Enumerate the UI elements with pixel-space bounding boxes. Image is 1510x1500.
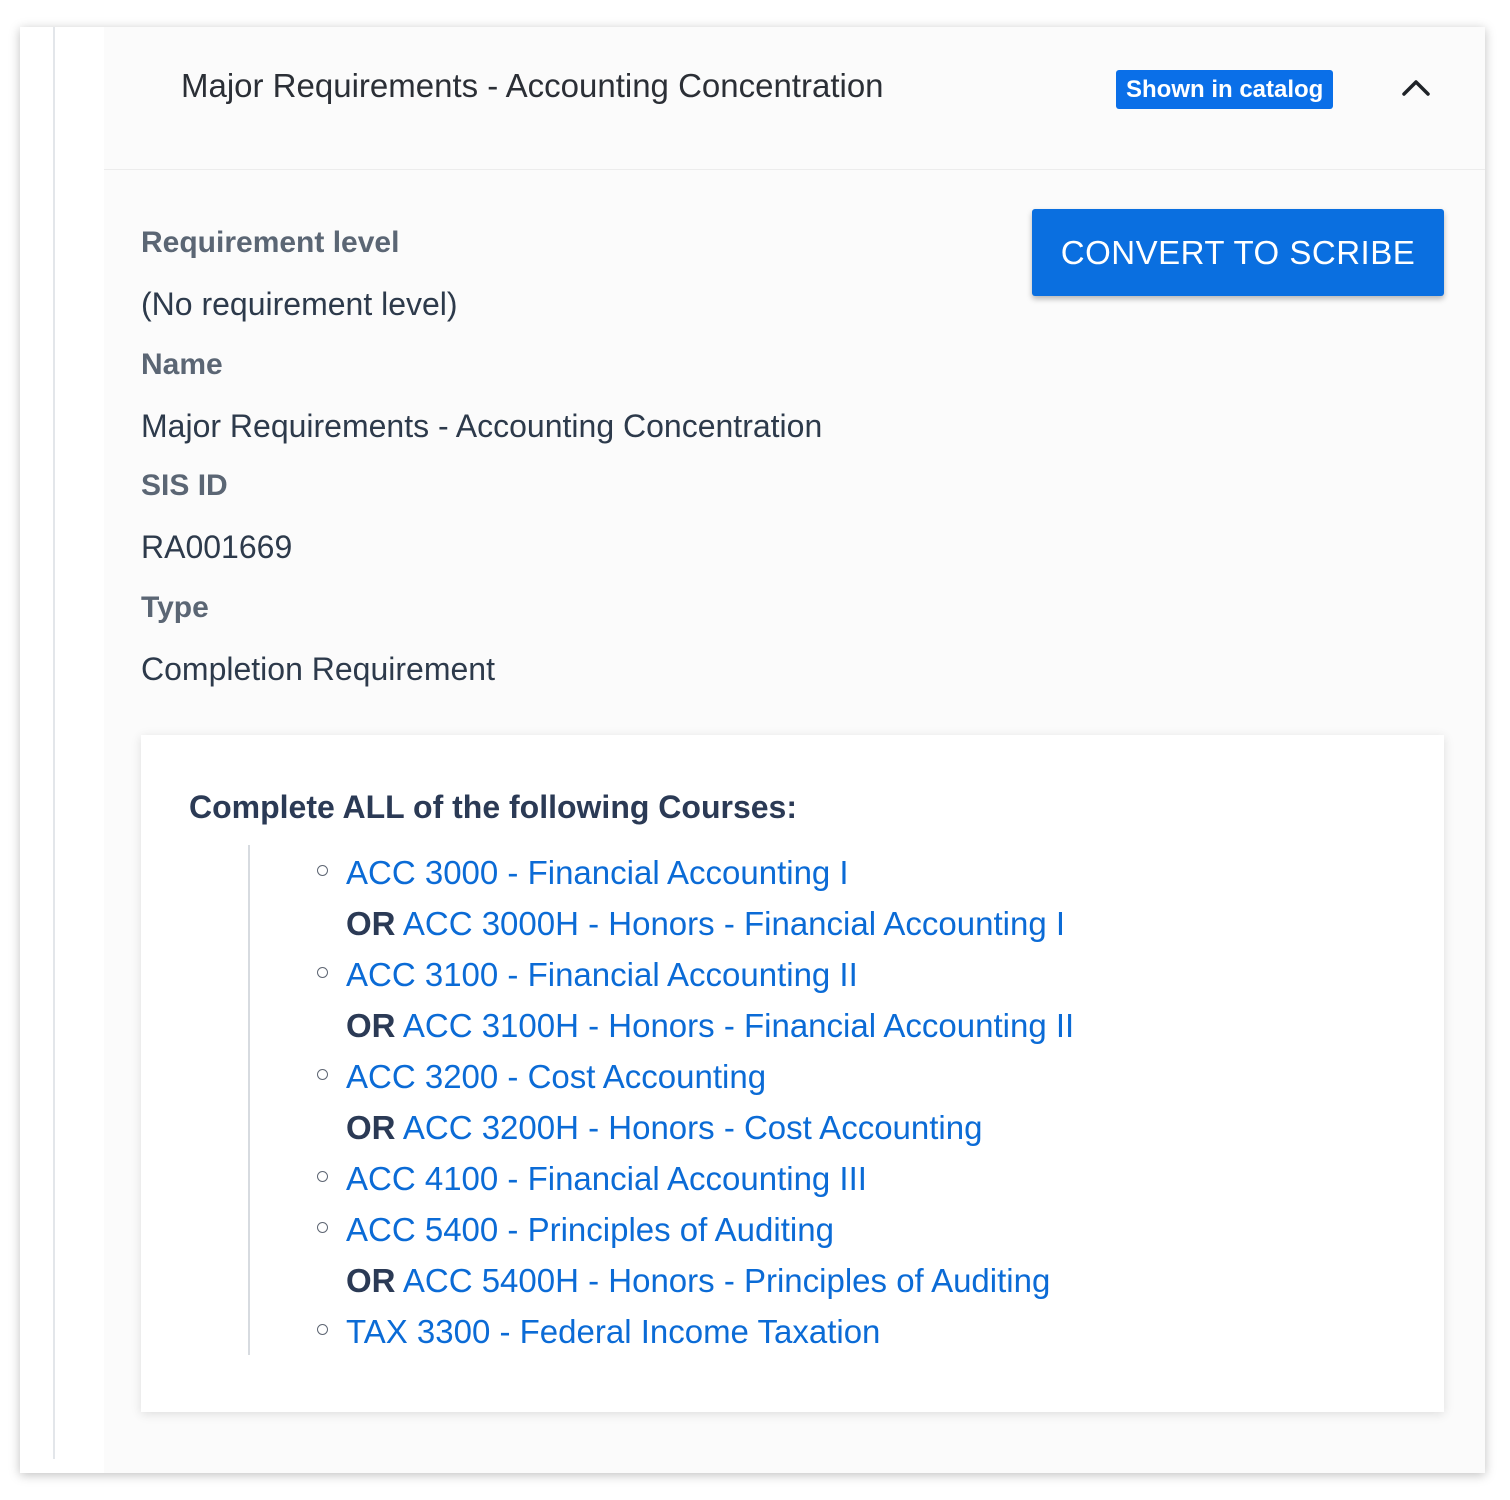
course-link-acc-4100[interactable]: ACC 4100 - Financial Accounting III <box>346 1160 867 1197</box>
circle-bullet-icon <box>317 865 328 876</box>
requirement-window <box>20 27 1485 1473</box>
requirement-panel <box>104 27 1485 1473</box>
panel-header[interactable] <box>104 27 1485 170</box>
field-label-requirement-level: Requirement level <box>141 226 400 259</box>
list-item-alternative <box>141 1000 1444 1051</box>
list-item <box>141 847 1444 898</box>
circle-bullet-icon <box>317 1324 328 1335</box>
course-link-acc-3200[interactable]: ACC 3200 - Cost Accounting <box>346 1058 767 1095</box>
field-value-requirement-level: (No requirement level) <box>141 286 458 322</box>
list-item <box>141 1051 1444 1102</box>
circle-bullet-icon <box>317 1069 328 1080</box>
course-link-acc-5400[interactable]: ACC 5400 - Principles of Auditing <box>346 1211 834 1248</box>
field-value-type: Completion Requirement <box>141 651 495 687</box>
course-link-acc-5400h[interactable]: ACC 5400H - Honors - Principles of Auditing <box>402 1262 1051 1299</box>
course-link-acc-3000h[interactable]: ACC 3000H - Honors - Financial Accounting I <box>402 905 1066 942</box>
list-item <box>141 1153 1444 1204</box>
list-item <box>141 1306 1444 1357</box>
field-value-sis-id: RA001669 <box>141 529 293 565</box>
field-label-name: Name <box>141 348 223 381</box>
circle-bullet-icon <box>317 1222 328 1233</box>
course-link-acc-3200h[interactable]: ACC 3200H - Honors - Cost Accounting <box>402 1109 983 1146</box>
or-label: OR <box>346 1007 396 1044</box>
catalog-status-badge: Shown in catalog <box>1116 70 1333 109</box>
field-label-type: Type <box>141 591 209 624</box>
course-list <box>141 847 1444 1357</box>
or-label: OR <box>346 1262 396 1299</box>
field-label-sis-id: SIS ID <box>141 469 228 502</box>
circle-bullet-icon <box>317 1171 328 1182</box>
list-item-alternative <box>141 1102 1444 1153</box>
course-link-tax-3300[interactable]: TAX 3300 - Federal Income Taxation <box>346 1313 881 1350</box>
panel-title: Major Requirements - Accounting Concentration <box>181 67 884 104</box>
or-label: OR <box>346 1109 396 1146</box>
convert-to-scribe-button[interactable]: CONVERT TO SCRIBE <box>1032 209 1444 296</box>
requirement-rule-card <box>141 735 1444 1412</box>
requirement-rule-heading: Complete ALL of the following Courses: <box>189 789 797 825</box>
left-divider <box>53 27 55 1459</box>
list-item-alternative <box>141 1255 1444 1306</box>
list-item <box>141 1204 1444 1255</box>
course-link-acc-3100h[interactable]: ACC 3100H - Honors - Financial Accounting II <box>402 1007 1075 1044</box>
course-link-acc-3000[interactable]: ACC 3000 - Financial Accounting I <box>346 854 849 891</box>
field-value-name: Major Requirements - Accounting Concentration <box>141 408 823 444</box>
or-label: OR <box>346 905 396 942</box>
course-link-acc-3100[interactable]: ACC 3100 - Financial Accounting II <box>346 956 858 993</box>
circle-bullet-icon <box>317 967 328 978</box>
collapse-toggle-button[interactable] <box>1396 69 1436 109</box>
chevron-up-icon <box>1396 69 1436 109</box>
list-item-alternative <box>141 898 1444 949</box>
list-item <box>141 949 1444 1000</box>
